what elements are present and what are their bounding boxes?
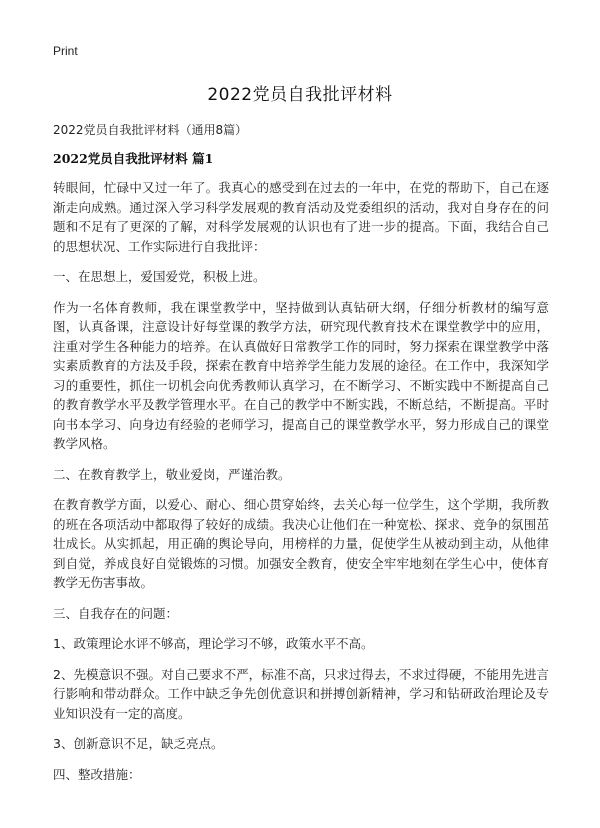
paragraph-teaching: 作为一名体育教师，我在课堂教学中，坚持做到认真钻研大纲，仔细分析教材的编写意图，认真备课，注意设计好每堂课的教学方法，研究现代教育技术在课堂教学中的应用，注重对学生各种能力的培养。在认真做好日常教学工作的同时，努力探索在课堂教学中落实素质教育的方法及手段，探索在教育中培养学生能力发展的途径。在工作中，我深知学习的重要性，抓住一切机会向优秀教师认真学习，在不断学习、不断实践中不断提高自己的教育教学水平及教学管理水平。在自己的教学中不断实践，不断总结，不断提高。平时向书本学习、向身边有经验的老师学习，提高自己的课堂教学水平，努力形成自己的课堂教学风格。 — [53, 299, 549, 451]
paragraph-heading-2: 二、在教育教学上，敬业爱岗，严谨治教。 — [53, 466, 291, 482]
document-title: 2022党员自我批评材料 — [207, 85, 393, 105]
paragraph-heading-1: 一、在思想上，爱国爱党，积极上进。 — [53, 269, 266, 284]
section-heading: 2022党员自我批评材料 篇1 — [53, 151, 214, 166]
paragraph-problem-1: 1、政策理论水评不够高，理论学习不够，政策水平不高。 — [53, 636, 374, 651]
paragraph-problem-3: 3、创新意识不足，缺乏亮点。 — [53, 736, 224, 751]
print-link[interactable]: Print — [53, 44, 78, 58]
paragraph-heading-4: 四、整改措施： — [53, 766, 141, 782]
paragraph-intro: 转眼间，忙碌中又过一年了。我真心的感受到在过去的一年中，在党的帮助下，自己在逐渐走向成熟。通过深入学习科学发展观的教育活动及党委组织的活动，我对自身存在的问题和不足有了更深的了解，对科学发展观的认识也有了进一步的提高。下面，我结合自己的思想状况、工作实际进行自我批评： — [53, 180, 549, 254]
paragraph-education: 在教育教学方面，以爱心、耐心、细心贯穿始终，去关心每一位学生，这个学期，我所教的班在各项活动中都取得了较好的成绩。我决心让他们在一种宽松、探求、竞争的氛围茁壮成长。从实抓起，用正确的舆论导向，用榜样的力量，促使学生从被动到主动，从他律到自觉，养成良好自觉锻炼的习惯。加强安全教育，使安全牢牢地刻在学生心中，使体育教学无伤害事故。 — [53, 497, 549, 590]
paragraph-problem-2: 2、先模意识不强。对自己要求不严，标准不高，只求过得去，不求过得硬，不能用先进言行影响和带动群众。工作中缺乏争先创优意识和拼搏创新精神，学习和钻研政治理论及专业知识没有一定的高度。 — [53, 666, 549, 721]
document-subtitle: 2022党员自我批评材料（通用8篇） — [53, 123, 248, 137]
paragraph-heading-3: 三、自我存在的问题： — [53, 605, 179, 621]
document-body — [53, 178, 549, 795]
